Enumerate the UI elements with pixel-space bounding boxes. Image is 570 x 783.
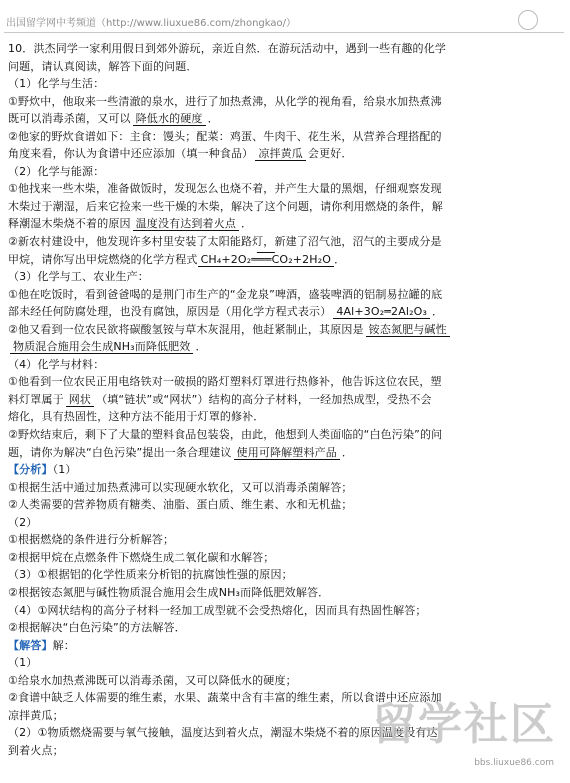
text-line (8, 215, 564, 233)
answer-blank: 物质混合施用会生成NH₃而降低肥效 (10, 340, 193, 354)
line-text: ②新农村建设中，他发现许多村里安装了太阳能路灯，新建了沼气池，沼气的主要成分是 (8, 235, 442, 249)
line-text: ②食谱中缺乏人体需要的维生素，水果、蔬菜中含有丰富的维生素，所以食谱中还应添加 (8, 691, 442, 705)
text-line (8, 672, 564, 690)
line-text: ． (334, 252, 346, 266)
text-line (8, 566, 564, 584)
text-line (8, 180, 564, 198)
line-text: 甲烷，请你写出甲烷燃烧的化学方程式 (8, 252, 198, 266)
line-text: 解： (52, 638, 75, 652)
answer-blank: 使用可降解塑料产品 (234, 446, 340, 460)
text-line (8, 549, 564, 567)
line-text: ． (341, 445, 354, 459)
section-tag: 【解答】 (8, 638, 53, 652)
header-divider (4, 32, 564, 33)
line-text: （1） (8, 656, 38, 670)
line-text: ②根据甲烷在点燃条件下燃烧生成二氧化碳和水解答； (8, 550, 275, 564)
equation-text: CH₄+2O₂═══CO₂+2H₂O (200, 252, 332, 266)
text-line (8, 531, 564, 549)
line-text: ①根据燃烧的条件进行分析解答； (8, 533, 175, 547)
text-line (8, 479, 564, 497)
line-text: ①他在吃饭时，看到爸爸喝的是荆门市生产的“金龙泉”啤酒，盛装啤酒的铝制易拉罐的底 (8, 287, 443, 301)
text-line (8, 461, 564, 479)
line-text: ②他家的野炊食谱如下：主食：馒头；配菜：鸡蛋、牛肉干、花生米，从营养合理搭配的 (8, 129, 442, 143)
line-text: 会更好． (307, 147, 353, 161)
text-line (8, 619, 564, 637)
line-text: 问题，请认真阅读，解答下面的问题． (8, 59, 198, 73)
line-text: ①根据生活中通过加热煮沸可以实现硬水软化，又可以消毒杀菌解答； (8, 480, 353, 494)
text-line (8, 584, 564, 602)
text-line (8, 303, 564, 321)
answer-blank: 凉拌黄瓜 (255, 147, 306, 161)
answer-blank: 网状 (66, 393, 94, 407)
line-text: （1） (52, 463, 77, 477)
watermark-logo: 留学社区 (372, 699, 556, 750)
text-line (8, 496, 564, 514)
text-line (8, 338, 564, 356)
line-text: （1）化学与生活： (8, 77, 105, 91)
line-text: ． (241, 217, 253, 231)
text-line (8, 251, 564, 269)
line-text: ①野炊中，他取来一些清澈的泉水，进行了加热煮沸，从化学的视角看，给泉水加热煮沸 (8, 94, 442, 108)
text-line (8, 356, 564, 374)
line-text: ②野炊结束后，剩下了大量的塑料食品包装袋，由此，他想到人类面临的“白色污染”的问 (8, 428, 443, 442)
line-text: （2） (8, 515, 38, 529)
line-text: （3）化学与工、农业生产： (8, 270, 149, 284)
line-text: （4）化学与材料： (8, 357, 105, 371)
line-text: 料灯罩属于 (8, 392, 64, 406)
text-line (8, 93, 564, 111)
line-text: （填“链状”或“网状”）结构的高分子材料，一经加热成型，受热不会 (96, 392, 432, 406)
line-text: （2）化学与能源： (8, 164, 105, 178)
line-text: 题，请你为解决“白色污染”提出一条合理建议 (8, 445, 232, 459)
equation-answer (198, 253, 335, 267)
text-line (8, 602, 564, 620)
answer-blank: 温度没有达到着火点 (133, 217, 239, 231)
site-header-text: 出国留学网中考频道（http://www.liuxue86.com/zhongkao/） (6, 18, 296, 29)
answer-blank: 降低水的硬度 (133, 112, 206, 126)
line-text: ②人类需要的营养物质有糖类、油脂、蛋白质、维生素、水和无机盐； (8, 498, 353, 512)
line-text: 角度来看，你认为食谱中还应添加（填一种食品） (8, 147, 254, 161)
line-text: ①给泉水加热煮沸既可以消毒杀菌，又可以降低水的硬度； (8, 673, 297, 687)
line-text: ②他又看到一位农民欲将碳酸氢铵与草木灰混用，他赶紧制止，其原因是 (8, 322, 364, 336)
text-line (8, 391, 564, 409)
text-line (8, 321, 564, 339)
line-text: 熔化，具有热固性，这种方法不能用于灯罩的修补． (8, 410, 265, 424)
line-text: （3）①根据铝的化学性质来分析铝的抗腐蚀性强的原因； (8, 568, 293, 582)
answer-blank: 铵态氮肥与碱性 (366, 323, 450, 337)
text-line (8, 637, 564, 655)
line-text: （4）①网状结构的高分子材料一经加工成型就不会受热熔化，因而具有热固性解答； (8, 603, 427, 617)
line-text: ． (432, 305, 444, 319)
line-text: 凉拌黄瓜； (8, 708, 64, 722)
section-tag: 【分析】 (8, 463, 53, 477)
line-text: ②根据解决“白色污染”的方法解答． (8, 621, 186, 635)
line-text: ． (195, 340, 207, 354)
line-text: 既可以消毒杀菌，又可以 (8, 112, 131, 126)
text-line (8, 145, 564, 163)
line-text: 到着火点； (8, 743, 64, 757)
line-text: ①他找来一些木柴，准备做饭时，发现怎么也烧不着，并产生大量的黑烟，仔细观察发现 (8, 182, 442, 196)
text-line (8, 268, 564, 286)
text-line (8, 444, 564, 462)
text-line (8, 128, 564, 146)
line-text: 释潮湿木柴烧不着的原因 (8, 217, 131, 231)
text-line (8, 286, 564, 304)
line-text: ． (207, 112, 219, 126)
text-line (8, 58, 564, 76)
answer-blank: 4Al+3O₂═2Al₂O₃ (333, 305, 430, 319)
document-body (8, 40, 564, 759)
text-line (8, 514, 564, 532)
reaction-condition (257, 251, 275, 253)
text-line (8, 163, 564, 181)
watermark-url: bbs.liuxue86.com (474, 758, 554, 768)
corner-mark-icon (518, 10, 538, 30)
text-line (8, 426, 564, 444)
text-line (8, 408, 564, 426)
line-text: 部未经任何防腐处理，也没有腐蚀，原因是（用化学方程式表示） (8, 305, 332, 319)
line-text: 木柴过于潮湿，后来它捡来一些干燥的木柴，解决了这个问题，请你利用燃烧的条件，解 (8, 199, 443, 213)
page-header (0, 0, 570, 34)
line-text: ②根据铵态氮肥与碱性物质混合施用会生成NH₃而降低肥效解答． (8, 585, 330, 599)
text-line (8, 40, 564, 58)
line-text: （2）①物质燃烧需要与氧气接触，温度达到着火点，潮湿木柴烧不着的原因温度没有达 (8, 726, 438, 740)
line-text: ①他看到一位农民正用电络铁对一破损的路灯塑料灯罩进行热修补，他告诉这位农民，塑 (8, 375, 442, 389)
text-line (8, 110, 564, 128)
text-line (8, 654, 564, 672)
line-text: 10．洪杰同学一家利用假日到郊外游玩，亲近自然．在游玩活动中，遇到一些有趣的化学 (8, 42, 446, 55)
text-line (8, 75, 564, 93)
text-line (8, 373, 564, 391)
text-line (8, 198, 564, 216)
text-line (8, 233, 564, 251)
